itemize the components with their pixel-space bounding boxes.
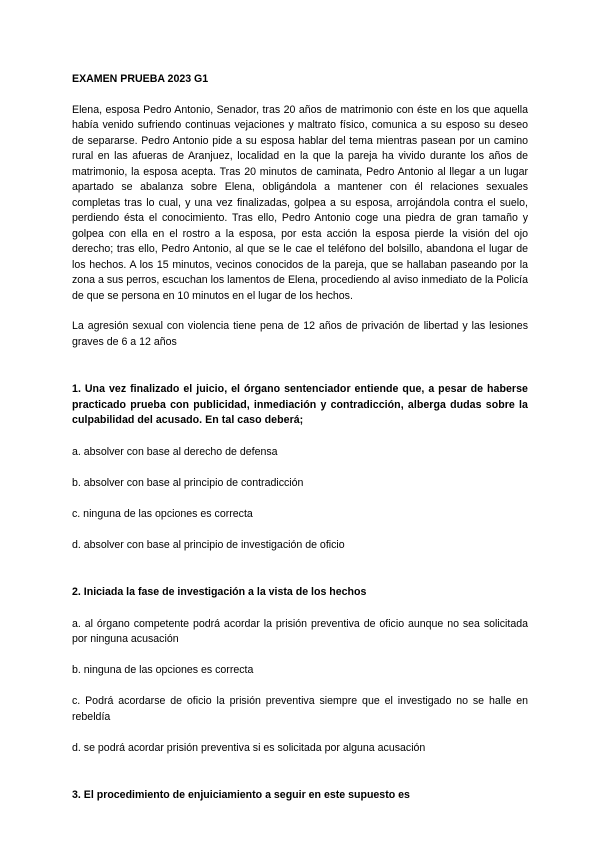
question-2-option-a[interactable]: a. al órgano competente podrá acordar la prisión preventiva de oficio aunque no sea solicitada por ninguna acusación <box>72 617 528 645</box>
question-1 <box>72 382 528 553</box>
question-2-option-d[interactable]: d. se podrá acordar prisión preventiva si es solicitada por alguna acusación <box>72 741 426 754</box>
question-2 <box>72 585 528 756</box>
exam-title: EXAMEN PRUEBA 2023 G1 <box>72 73 209 85</box>
question-3-stem: 3. El procedimiento de enjuiciamiento a seguir en este supuesto es <box>72 789 410 801</box>
question-2-stem: 2. Iniciada la fase de investigación a la vista de los hechos <box>72 586 367 598</box>
question-1-option-a[interactable]: a. absolver con base al derecho de defensa <box>72 445 278 458</box>
question-2-option-b[interactable]: b. ninguna de las opciones es correcta <box>72 664 254 676</box>
question-2-options <box>72 617 528 757</box>
question-3 <box>72 788 528 804</box>
case-description: Elena, esposa Pedro Antonio, Senador, tras 20 años de matrimonio con éste en los que aquella había venido sufriendo continuas vejaciones y maltrato físico, comunica a su esposo su deseo de separarse. Pedro Antonio pide a su esposa hablar del tema mientras pasean por un camino rural en las afueras de Aranjuez, localidad en la que la pareja ha vivido durante los años de matrimonio, la esposa acepta. Tras 20 minutos de caminata, Pedro Antonio al llegar a un lugar apartado se abalanza sobre Elena, obligándola a mantener con él relaciones sexuales completas tras lo cual, y una vez finalizadas, golpea a su esposa, arrojándola contra el suelo, perdiendo ésta el conocimiento. Tras ello, Pedro Antonio coge una piedra de gran tamaño y golpea con ella en el rostro a la esposa, por esta acción la esposa pierde la visión del ojo derecho; tras ello, Pedro Antonio, al que se le cae el teléfono del bolsillo, abandona el lugar de los hechos. A los 15 minutos, vecinos conocidos de la pareja, que se hallaban paseando por la zona a sus perros, escuchan los lamentos de Elena, procediendo al aviso inmediato de la Policía de que se persona en 10 minutos en el lugar de los hechos. <box>72 103 528 302</box>
question-1-option-d[interactable]: d. absolver con base al principio de investigación de oficio <box>72 538 345 551</box>
question-1-options <box>72 445 528 554</box>
exam-page <box>72 72 528 820</box>
question-2-option-c[interactable]: c. Podrá acordarse de oficio la prisión preventiva siempre que el investigado no se halle en rebeldía <box>72 695 528 723</box>
penalty-note: La agresión sexual con violencia tiene pena de 12 años de privación de libertad y las lesiones graves de 6 a 12 años <box>72 320 528 348</box>
question-1-option-c[interactable]: c. ninguna de las opciones es correcta <box>72 507 253 520</box>
question-1-stem: 1. Una vez finalizado el juicio, el órgano sentenciador entiende que, a pesar de haberse practicado prueba con publicidad, inmediación y contradicción, alberga dudas sobre la culpabilidad del acusado. En tal caso deberá; <box>72 383 528 426</box>
question-1-option-b[interactable]: b. absolver con base al principio de contradicción <box>72 476 304 489</box>
